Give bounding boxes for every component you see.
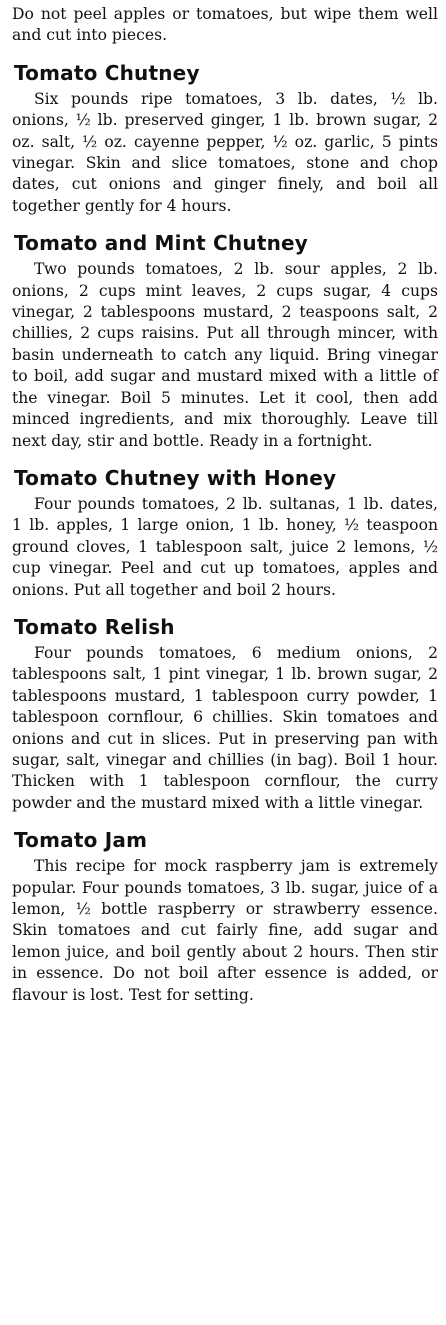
- recipe-body: This recipe for mock raspberry jam is extremely popular. Four pounds tomatoes, 3 lb. sugar, juice of a lemon, ½ bottle raspberry or strawberry essence. Skin tomatoes and cut fairly fine, add sugar and lemon juice, and boil gently about 2 hours. Then stir in essence. Do not boil after essence is added, or flavour is lost. Test for setting.: [12, 857, 438, 1004]
- recipe-body: Six pounds ripe tomatoes, 3 lb. dates, ½ lb. onions, ½ lb. preserved ginger, 1 lb. brown sugar, 2 oz. salt, ½ oz. cayenne pepper, ½ oz. garlic, 5 pints vinegar. Skin and slice tomatoes, stone and chop dates, cut onions and ginger finely, and boil all together gently for 4 hours.: [12, 89, 438, 215]
- recipe-title: Tomato Chutney with Honey: [14, 465, 337, 490]
- recipe-title: Tomato Relish: [14, 614, 175, 639]
- recipe-tomato-chutney-with-honey: [12, 466, 438, 601]
- recipe-body: Four pounds tomatoes, 6 medium onions, 2 tablespoons salt, 1 pint vinegar, 1 lb. brown sugar, 2 tablespoons mustard, 1 tablespoon curry powder, 1 tablespoon cornflour, 6 chillies. Skin tomatoes and onions and cut in slices. Put in preserving pan with sugar, salt, vinegar and chillies (in bag). Boil 1 hour. Thicken with 1 tablespoon cornflour, the curry powder and the mustard mixed with a little vinegar.: [12, 643, 438, 812]
- recipe-title: Tomato Chutney: [14, 60, 200, 85]
- recipe-body: Four pounds tomatoes, 2 lb. sultanas, 1 lb. dates, 1 lb. apples, 1 large onion, 1 lb. honey, ½ teaspoon ground cloves, 1 tablespoon salt, juice 2 lemons, ½ cup vinegar. Peel and cut up tomatoes, apples and onions. Put all together and boil 2 hours.: [12, 494, 438, 599]
- recipe-title: Tomato and Mint Chutney: [14, 231, 309, 256]
- recipe-tomato-jam: [12, 828, 438, 1006]
- recipe-tomato-and-mint-chutney: [12, 231, 438, 452]
- recipe-tomato-chutney: [12, 61, 438, 217]
- recipe-tomato-relish: [12, 615, 438, 814]
- recipe-body: Two pounds tomatoes, 2 lb. sour apples, 2 lb. onions, 2 cups mint leaves, 2 cups sugar, 4 cups vinegar, 2 tablespoons mustard, 2 teaspoons salt, 2 chillies, 2 cups raisins. Put all through mincer, with basin underneath to catch any liquid. Bring vinegar to boil, add sugar and mustard mixed with a little of the vinegar. Boil 5 minutes. Let it cool, then add minced ingredients, and mix thoroughly. Leave till next day, stir and bottle. Ready in a fortnight.: [12, 260, 438, 450]
- recipe-title: Tomato Jam: [14, 828, 148, 853]
- intro-paragraph: Do not peel apples or tomatoes, but wipe them well and cut into pieces.: [12, 5, 438, 45]
